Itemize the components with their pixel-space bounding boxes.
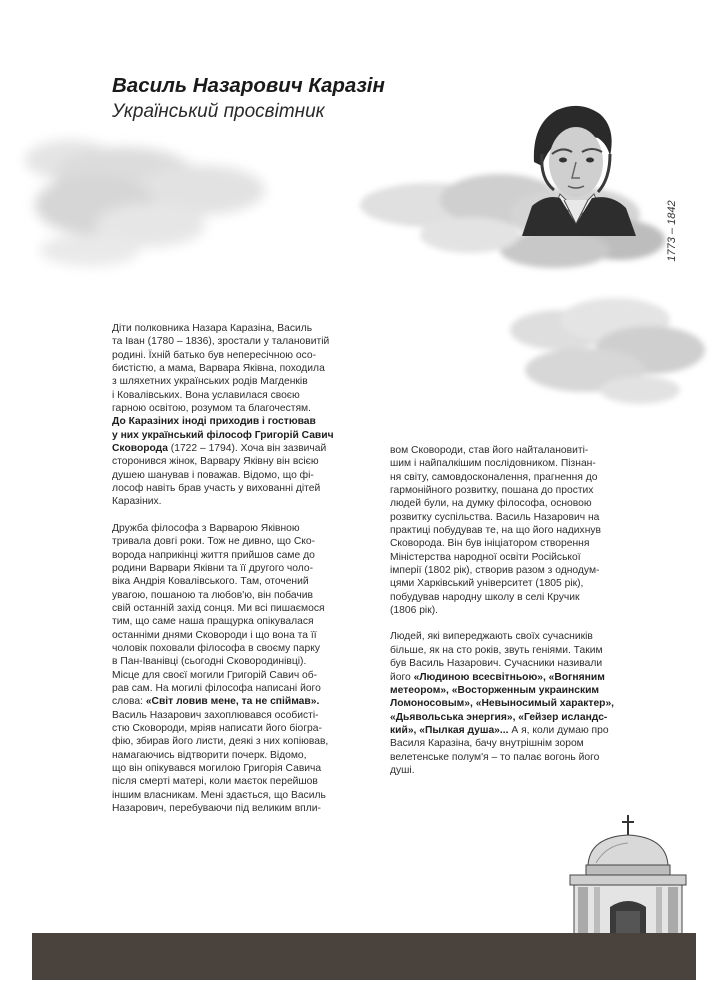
- text-line: більше, як на сто років, звуть геніями. Таким: [390, 644, 603, 656]
- paragraph: [112, 522, 374, 816]
- text-line: слова: «Світ ловив мене, та не спіймав».: [112, 696, 320, 708]
- text-line: ня світу, самовдосконалення, прагнення до: [390, 471, 598, 483]
- text-line: «Дьявольська энергия», «Гейзер исландс-: [390, 711, 608, 723]
- paragraph: [390, 630, 676, 777]
- text-line: людей були, на думку філософа, основою: [390, 498, 592, 510]
- text-line: вом Сковороди, став його найталановиті-: [390, 445, 589, 456]
- text-line: після смерті матері, коли маєток перейшов: [112, 776, 318, 788]
- text-line: гарною освітою, розумом та благочестям.: [112, 403, 311, 415]
- text-line: іншим власникам. Мені здається, що Василь: [112, 789, 326, 801]
- portrait-illustration: [512, 94, 644, 236]
- text-line: ворода наприкінці життя прийшов саме до: [112, 549, 315, 561]
- text-line: останніми днями Сковороди і що вона та її: [112, 629, 317, 641]
- text-line: Дружба філософа з Варварою Яківною: [112, 522, 300, 534]
- text-line: До Каразіних іноді приходив і гостював: [112, 416, 316, 428]
- text-line: увагою, пошаною та любов'ю, він побачив: [112, 589, 313, 601]
- text-line: Василя Каразіна, бачу внутрішнім зором: [390, 738, 584, 750]
- text-line: (1806 рік).: [390, 605, 439, 617]
- cloud-left: [25, 140, 265, 266]
- paragraph: [112, 322, 374, 509]
- text-line: у них український філософ Григорій Савич: [112, 429, 334, 441]
- text-line: родини Варвари Яківни та її другого чоло-: [112, 562, 314, 574]
- text-line: побудував народну школу в селі Кручик: [390, 591, 580, 603]
- text-line: тривала довгі роки. Тож не дивно, що Ско-: [112, 536, 316, 548]
- footer-bar: [32, 933, 696, 980]
- text-column-left: [112, 322, 374, 828]
- text-line: Сковорода. Він був ініціатором створення: [390, 538, 590, 550]
- text-line: чоловік поховали філософа в своєму парку: [112, 642, 320, 654]
- text-line: Василь Назарович захоплювався особисті-: [112, 709, 319, 721]
- cloud-right: [510, 298, 705, 404]
- text-line: лософ навіть брав участь у вихованні дітей: [112, 483, 321, 495]
- text-line: сторонився жінок, Варвару Яківну він всією: [112, 456, 319, 468]
- text-line: метеором», «Восторженным украинским: [390, 684, 600, 696]
- text-line: Ломоносовым», «Невыносимый характер»,: [390, 698, 615, 710]
- text-line: імперії (1802 рік), створив разом з однодум-: [390, 565, 600, 577]
- text-line: його «Людиною всесвітньою», «Вогняним: [390, 671, 605, 683]
- life-years: 1773 – 1842: [666, 200, 678, 262]
- text-line: тим, що саме наша пращурка опікувалася: [112, 616, 314, 628]
- text-line: Людей, які випереджають своїх сучасників: [390, 631, 593, 643]
- text-line: бистістю, а мама, Варвара Яківна, походила: [112, 363, 325, 375]
- text-line: практиці побудував те, на що його надихнув: [390, 525, 602, 537]
- paragraph: [390, 444, 676, 617]
- text-line: фію, збирав його листи, деякі з них копіював,: [112, 736, 329, 748]
- text-line: і Ковалівських. Вона уславилася своєю: [112, 389, 300, 401]
- text-line: цями Харківський університет (1805 рік),: [390, 578, 584, 590]
- text-line: Місце для своєї могили Григорій Савич об-: [112, 669, 318, 681]
- text-line: з шляхетних українських родів Магденків: [112, 376, 308, 388]
- text-line: стю Сковороди, мріяв написати його біогра-: [112, 722, 322, 734]
- text-line: в Пан-Іванівці (сьогодні Сковородинівці).: [112, 656, 307, 668]
- text-line: свій останній захід сонця. Ми всі пишаємося: [112, 602, 325, 614]
- text-line: що він опікувався могилою Григорія Савича: [112, 763, 322, 774]
- text-line: душі.: [390, 764, 415, 776]
- text-line: родині. Їхній батько був непересічною осо-: [112, 349, 316, 361]
- text-line: рав сам. На могилі філософа написані його: [112, 682, 321, 694]
- page-subtitle: Український просвітник: [112, 101, 325, 122]
- text-line: кий», «Пылкая душа»... А я, коли думаю про: [390, 724, 609, 736]
- text-line: віка Андрія Ковалівського. Там, оточений: [112, 576, 309, 588]
- text-line: Сковорода (1722 – 1794). Хоча він зазвичай: [112, 443, 327, 455]
- text-line: намагаючись відтворити почерк. Відомо,: [112, 749, 307, 761]
- text-line: Діти полковника Назара Каразіна, Василь: [112, 323, 313, 334]
- text-line: велетенське полум'я – то палає вогонь його: [390, 751, 600, 763]
- text-column-right: [390, 444, 676, 790]
- text-line: розвитку суспільства. Василь Назарович на: [390, 511, 600, 523]
- text-line: Каразіних.: [112, 496, 162, 508]
- page-title: Василь Назарович Каразін: [112, 74, 385, 97]
- text-line: гармонійного розвитку, пошана до простих: [390, 485, 594, 497]
- text-line: був Василь Назарович. Сучасники називали: [390, 658, 603, 670]
- text-line: та Іван (1780 – 1836), зростали у талановитій: [112, 336, 330, 348]
- text-line: душею шанував і поважав. Відомо, що фі-: [112, 469, 314, 481]
- text-line: шим і найпалкішим послідовником. Пізнан-: [390, 458, 596, 470]
- text-line: Міністерства народної освіти Російської: [390, 551, 581, 563]
- text-line: Назарович, перебуваючи під великим впли-: [112, 803, 321, 815]
